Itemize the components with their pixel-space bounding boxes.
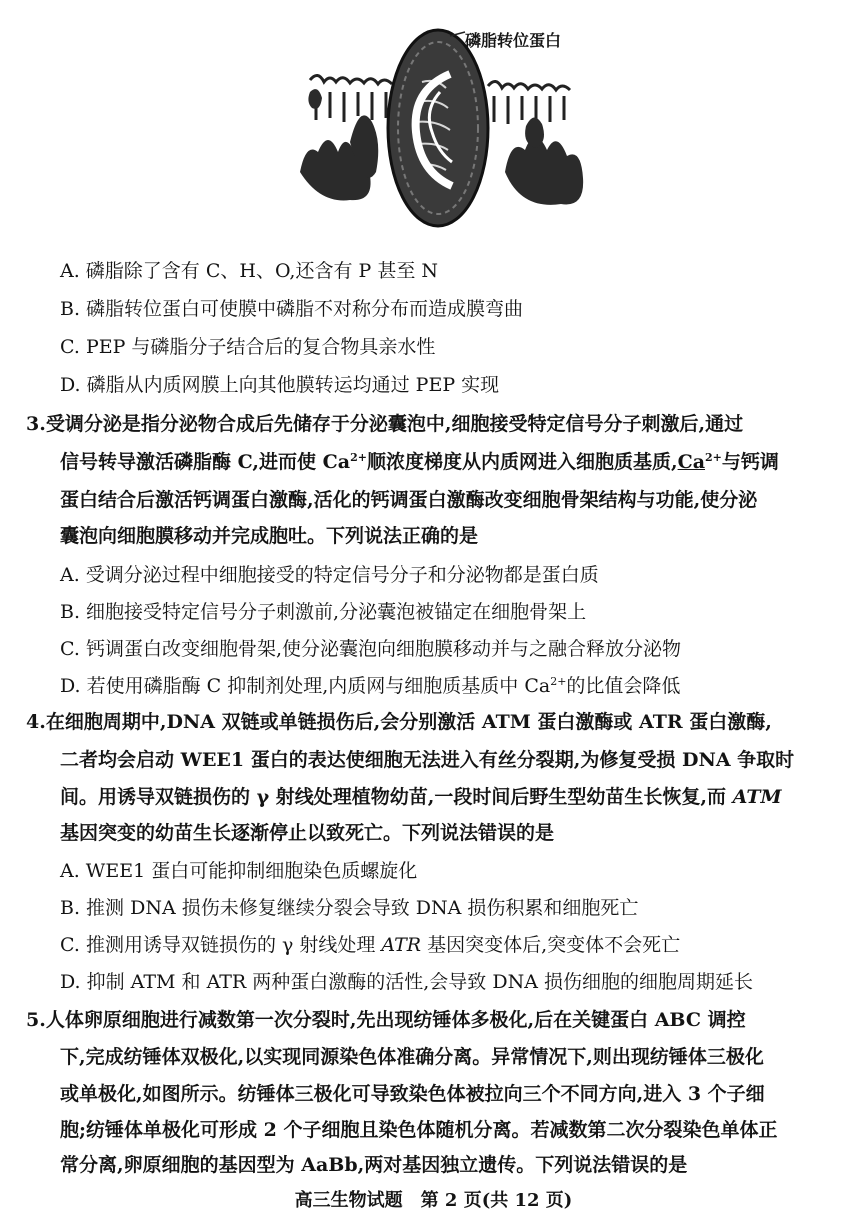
q3-stem-line-3: 蛋白结合后激活钙调蛋白激酶,活化的钙调蛋白激酶改变细胞骨架结构与功能,使分泌 bbox=[60, 489, 758, 511]
q3-number: 3. bbox=[26, 413, 46, 435]
q5-stem-line-2: 下,完成纺锤体双极化,以实现同源染色体准确分离。异常情况下,则出现纺锤体三极化 bbox=[60, 1046, 764, 1068]
q2-option-d: D. 磷脂从内质网膜上向其他膜转运均通过 PEP 实现 bbox=[60, 374, 500, 396]
q4-option-a: A. WEE1 蛋白可能抑制细胞染色质螺旋化 bbox=[60, 860, 418, 882]
q3-option-c: C. 钙调蛋白改变细胞骨架,使分泌囊泡向细胞膜移动并与之融合释放分泌物 bbox=[60, 638, 681, 660]
q5-stem-line-4: 胞;纺锤体单极化可形成 2 个子细胞且染色体随机分离。若减数第二次分裂染色单体正 bbox=[60, 1119, 778, 1141]
q4-stem-line-2: 二者均会启动 WEE1 蛋白的表达使细胞无法进入有丝分裂期,为修复受损 DNA 争取时 bbox=[60, 749, 795, 771]
q4-option-b: B. 推测 DNA 损伤未修复继续分裂会导致 DNA 损伤积累和细胞死亡 bbox=[60, 897, 639, 919]
q5-stem-line-3: 或单极化,如图所示。纺锤体三极化可导致染色体被拉向三个不同方向,进入 3 个子细 bbox=[60, 1083, 765, 1105]
q2-option-b: B. 磷脂转位蛋白可使膜中磷脂不对称分布而造成膜弯曲 bbox=[60, 298, 524, 320]
q4-stem-line-1: 4.在细胞周期中,DNA 双链或单链损伤后,会分别激活 ATM 蛋白激酶或 ATR 蛋白激酶, bbox=[26, 711, 772, 733]
q5-number: 5. bbox=[26, 1009, 46, 1031]
q3-option-d: D. 若使用磷脂酶 C 抑制剂处理,内质网与细胞质基质中 $Ca^{2+}$的比值会降低 bbox=[60, 675, 681, 697]
q5-stem-line-1: 5.人体卵原细胞进行减数第一次分裂时,先出现纺锤体多极化,后在关键蛋白 ABC 调控 bbox=[26, 1009, 746, 1031]
q4-stem-line-3: 间。用诱导双链损伤的 γ 射线处理植物幼苗,一段时间后野生型幼苗生长恢复,而 ATM bbox=[60, 786, 782, 808]
page-footer: 高三生物试题 第 2 页(共 12 页) bbox=[294, 1190, 573, 1211]
q2-option-a: A. 磷脂除了含有 C、H、O,还含有 P 甚至 N bbox=[60, 260, 438, 282]
q3-stem-line-2: 信号转导激活磷脂酶 C,进而使 $Ca^{2+}$顺浓度梯度从内质网进入细胞质基质$,Ca^{2+}$与钙调 bbox=[60, 451, 779, 473]
q2-option-c: C. PEP 与磷脂分子结合后的复合物具亲水性 bbox=[60, 336, 436, 358]
q4-option-c: C. 推测用诱导双链损伤的 γ 射线处理 ATR 基因突变体后,突变体不会死亡 bbox=[60, 934, 681, 956]
q3-stem-line-1: 3.受调分泌是指分泌物合成后先储存于分泌囊泡中,细胞接受特定信号分子刺激后,通过 bbox=[26, 413, 744, 435]
q4-number: 4. bbox=[26, 711, 46, 733]
q4-stem-line-4: 基因突变的幼苗生长逐渐停止以致死亡。下列说法错误的是 bbox=[60, 822, 555, 844]
figure-label: 磷脂转位蛋白 bbox=[465, 31, 562, 50]
q3-stem-line-4: 囊泡向细胞膜移动并完成胞吐。下列说法正确的是 bbox=[60, 525, 479, 547]
q3-option-b: B. 细胞接受特定信号分子刺激前,分泌囊泡被锚定在细胞骨架上 bbox=[60, 601, 587, 623]
phospholipid-translocase-figure bbox=[290, 22, 610, 234]
q5-stem-line-5: 常分离,卵原细胞的基因型为 AaBb,两对基因独立遗传。下列说法错误的是 bbox=[60, 1154, 688, 1176]
q4-option-d: D. 抑制 ATM 和 ATR 两种蛋白激酶的活性,会导致 DNA 损伤细胞的细胞周期延长 bbox=[60, 971, 753, 993]
q3-option-a: A. 受调分泌过程中细胞接受的特定信号分子和分泌物都是蛋白质 bbox=[60, 564, 599, 586]
